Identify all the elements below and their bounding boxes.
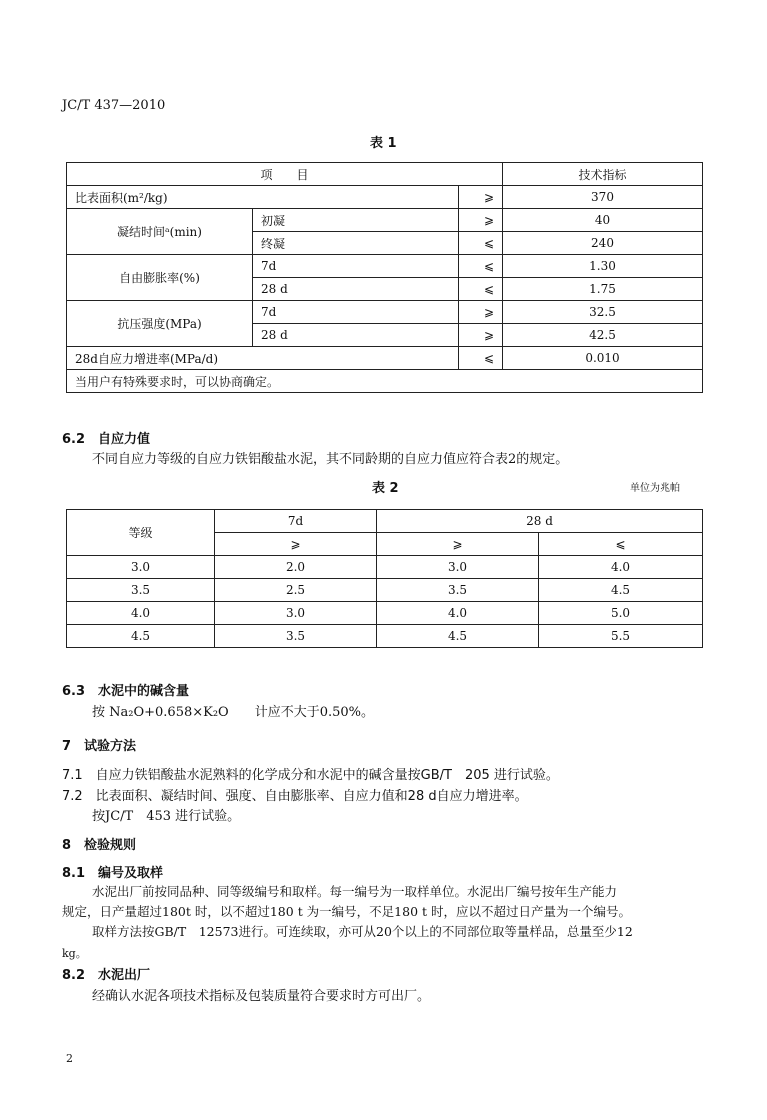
initial-setting-op: ⩾ [459, 209, 503, 232]
compressive-28d-label: 28 d [253, 324, 459, 347]
value-28d-max-cell: 4.5 [539, 579, 703, 602]
table-row [67, 556, 703, 579]
growth-rate-label: 28d自应力增进率(MPa/d) [67, 347, 459, 370]
final-setting-value: 240 [503, 232, 703, 255]
table-row [67, 370, 703, 393]
grade-cell: 4.5 [67, 625, 215, 648]
table-row [67, 209, 703, 232]
value-7d-cell: 3.5 [215, 625, 377, 648]
final-setting-op: ⩽ [459, 232, 503, 255]
free-expansion-28d-op: ⩽ [459, 278, 503, 301]
table1-head-spec: 技术指标 [503, 163, 703, 186]
section-6-3-heading: 6.3 水泥中的碱含量 [62, 684, 190, 699]
specific-area-value: 370 [503, 186, 703, 209]
table2-head-28d: 28 d [377, 510, 703, 533]
section-8-1-text-3: 取样方法按GB/T 12573进行。可连续取，亦可从20个以上的不同部位取等量样品，总量至少12 [92, 924, 633, 939]
section-6-2-text: 不同自应力等级的自应力铁铝酸盐水泥，其不同龄期的自应力值应符合表2的规定。 [92, 452, 569, 467]
compressive-28d-op: ⩾ [459, 324, 503, 347]
table-row [67, 602, 703, 625]
value-28d-min-cell: 3.5 [377, 579, 539, 602]
value-28d-max-cell: 5.0 [539, 602, 703, 625]
initial-setting-label: 初凝 [253, 209, 459, 232]
compressive-7d-op: ⩾ [459, 301, 503, 324]
section-7-2-text-cont: 按JC/T 453 进行试验。 [92, 809, 241, 824]
section-8-1-heading: 8.1 编号及取样 [62, 866, 164, 881]
section-7-heading: 7 试验方法 [62, 739, 137, 754]
growth-rate-value: 0.010 [503, 347, 703, 370]
compressive-label: 抗压强度(MPa) [67, 301, 253, 347]
grade-cell: 4.0 [67, 602, 215, 625]
section-8-1-text-1: 水泥出厂前按同品种、同等级编号和取样。每一编号为一取样单位。水泥出厂编号按年生产能力 [92, 884, 618, 899]
table-row [67, 255, 703, 278]
free-expansion-28d-label: 28 d [253, 278, 459, 301]
table2-op-28d-min: ⩾ [377, 533, 539, 556]
value-28d-max-cell: 5.5 [539, 625, 703, 648]
specific-area-label: 比表面积(m²/kg) [67, 186, 459, 209]
initial-setting-value: 40 [503, 209, 703, 232]
section-6-3-text: 按 Na₂O+0.658×K₂O 计应不大于0.50%。 [92, 705, 375, 720]
value-28d-min-cell: 4.0 [377, 602, 539, 625]
table-row [67, 301, 703, 324]
table2-head-7d: 7d [215, 510, 377, 533]
table2-op-28d-max: ⩽ [539, 533, 703, 556]
final-setting-label: 终凝 [253, 232, 459, 255]
table2-header-row [67, 510, 703, 533]
grade-cell: 3.5 [67, 579, 215, 602]
value-28d-min-cell: 3.0 [377, 556, 539, 579]
table2-op-7d: ⩾ [215, 533, 377, 556]
growth-rate-op: ⩽ [459, 347, 503, 370]
value-7d-cell: 3.0 [215, 602, 377, 625]
grade-cell: 3.0 [67, 556, 215, 579]
free-expansion-7d-label: 7d [253, 255, 459, 278]
table-row [67, 579, 703, 602]
free-expansion-7d-op: ⩽ [459, 255, 503, 278]
table1-note: 当用户有特殊要求时，可以协商确定。 [67, 370, 703, 393]
table2-head-grade: 等级 [67, 510, 215, 556]
value-7d-cell: 2.0 [215, 556, 377, 579]
section-8-heading: 8 检验规则 [62, 838, 137, 853]
compressive-7d-value: 32.5 [503, 301, 703, 324]
value-28d-min-cell: 4.5 [377, 625, 539, 648]
table1-head-item: 项 目 [67, 163, 503, 186]
value-28d-max-cell: 4.0 [539, 556, 703, 579]
standard-code: JC/T 437—2010 [62, 98, 166, 113]
value-7d-cell: 2.5 [215, 579, 377, 602]
page-number: 2 [66, 1052, 73, 1065]
free-expansion-label: 自由膨胀率(%) [67, 255, 253, 301]
table1-title: 表 1 [370, 136, 397, 151]
table1 [66, 162, 703, 393]
specific-area-op: ⩾ [459, 186, 503, 209]
compressive-7d-label: 7d [253, 301, 459, 324]
compressive-28d-value: 42.5 [503, 324, 703, 347]
section-6-2-heading: 6.2 自应力值 [62, 432, 151, 447]
section-8-2-text: 经确认水泥各项技术指标及包装质量符合要求时方可出厂。 [92, 989, 431, 1004]
table1-header-row [67, 163, 703, 186]
setting-time-label: 凝结时间ᵃ(min) [67, 209, 253, 255]
section-8-1-text-4: kg。 [62, 947, 87, 960]
section-7-2-text: 7.2 比表面积、凝结时间、强度、自由膨胀率、自应力值和28 d自应力增进率。 [62, 789, 528, 804]
table-row [67, 186, 703, 209]
table-row [67, 347, 703, 370]
table2 [66, 509, 703, 648]
free-expansion-28d-value: 1.75 [503, 278, 703, 301]
free-expansion-7d-value: 1.30 [503, 255, 703, 278]
section-8-1-text-2: 规定，日产量超过180t 时，以不超过180 t 为一编号，不足180 t 时，应以不超过日产量为一个编号。 [62, 904, 632, 919]
section-7-1-text: 7.1 自应力铁铝酸盐水泥熟料的化学成分和水泥中的碱含量按GB/T 205 进行试验。 [62, 768, 559, 783]
table-row [67, 625, 703, 648]
table2-unit: 单位为兆帕 [630, 483, 680, 494]
table2-title: 表 2 [372, 481, 399, 496]
section-8-2-heading: 8.2 水泥出厂 [62, 968, 151, 983]
